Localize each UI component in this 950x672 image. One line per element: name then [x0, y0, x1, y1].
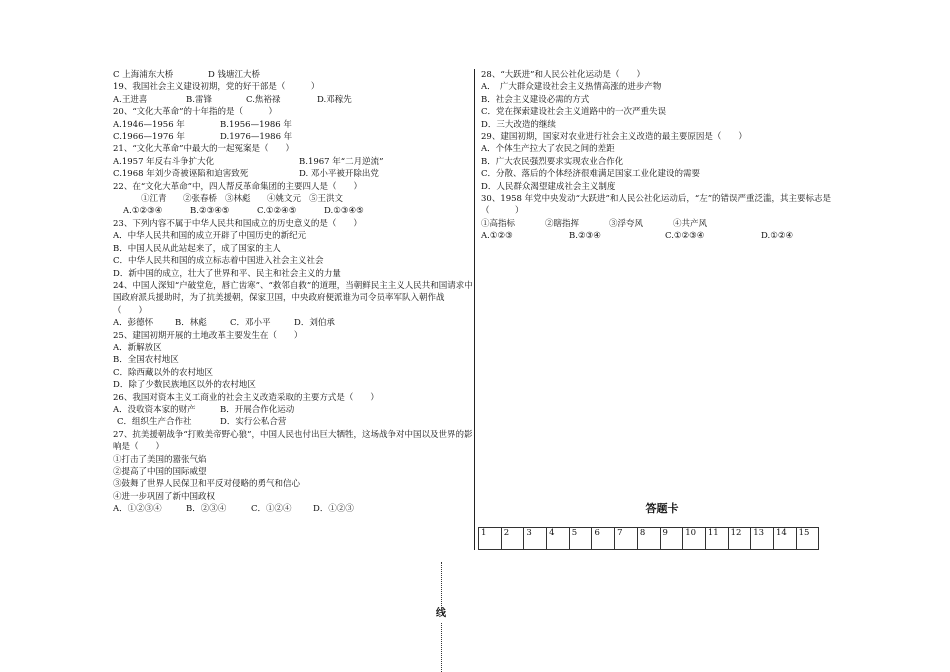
answer-cell-2[interactable]: 2 [501, 528, 524, 550]
q20-options-row1 [113, 119, 473, 131]
q26-stem: 26、我国对资本主义工商业的社会主义改造采取的主要方式是（ ） [113, 392, 379, 403]
q21-options-row1 [113, 156, 473, 168]
q24-options [113, 317, 473, 329]
q25-option-c: C．除西藏以外的农村地区 [113, 367, 214, 378]
q30-options [481, 230, 843, 242]
q30-item-2: ②瞎指挥 [545, 218, 580, 229]
q24-option-b: B．林彪 [175, 318, 207, 329]
q26-option-c: C．组织生产合作社 [117, 417, 192, 428]
q22-items [113, 193, 473, 205]
q22-option-d: D.①③④⑤ [324, 206, 364, 217]
q28-option-d: D．三大改造的继续 [481, 119, 556, 130]
q18-option-d: D 钱塘江大桥 [208, 70, 261, 80]
right-column [481, 69, 843, 243]
q24-stem: 24、中国人深知“户破堂危，唇亡齿寒”、“救邻自救”的道理，当朝鲜民主主义人民共和国请求中国政府派兵援助时，为了抗美援朝，保家卫国，中央政府便派谁为司令员率军队入朝作战（ ） [113, 280, 473, 316]
q26-option-d: D．实行公私合营 [220, 417, 287, 428]
q22-option-c: C.①②④⑤ [257, 206, 297, 217]
q20-option-d: D.1976—1986 年 [220, 132, 293, 143]
answer-cell-12[interactable]: 12 [728, 528, 751, 550]
answer-cell-9[interactable]: 9 [660, 528, 683, 550]
answer-cell-4[interactable]: 4 [547, 528, 570, 550]
q27-option-d: D．①②③ [313, 504, 354, 515]
q27-option-a: A．①②③④ [113, 504, 162, 515]
q30-item-1: ①高指标 [481, 218, 516, 229]
q27-item-4: ④进一步巩固了新中国政权 [113, 491, 216, 502]
q18-option-c: C 上海浦东大桥 [113, 70, 174, 80]
answer-cell-15[interactable]: 15 [796, 528, 819, 550]
q24-option-d: D．刘伯承 [294, 318, 335, 329]
answer-cell-14[interactable]: 14 [773, 528, 796, 550]
q23-option-d: D．新中国的成立，壮大了世界和平、民主和社会主义的力量 [113, 268, 341, 279]
q22-options [113, 205, 473, 217]
q29-stem: 29、建国初期，国家对农业进行社会主义改造的最主要原因是（ ） [481, 132, 747, 143]
q23-option-c: C．中华人民共和国的成立标志着中国进入社会主义社会 [113, 256, 324, 267]
q29-option-b: B．广大农民强烈要求实现农业合作化 [481, 156, 624, 167]
q30-option-d: D.①②④ [761, 231, 794, 242]
q19-option-c: C.焦裕禄 [246, 94, 281, 105]
q21-option-a: A.1957 年反右斗争扩大化 [113, 156, 215, 167]
q29-option-d: D．人民群众渴望建成社会主义制度 [481, 181, 616, 192]
answer-cell-5[interactable]: 5 [569, 528, 592, 550]
answer-cell-11[interactable]: 11 [705, 528, 728, 550]
q20-option-a: A.1946—1956 年 [113, 119, 185, 130]
q30-option-c: C.①②③④ [665, 231, 705, 242]
q22-option-a: A.①②③④ [123, 206, 163, 217]
q22-stem: 22、在“文化大革命”中，四人帮反革命集团的主要四人是（ ） [113, 181, 363, 192]
q30-item-3: ③浮夸风 [609, 218, 644, 229]
q19-option-a: A.王进喜 [113, 94, 148, 105]
q30-option-b: B.②③④ [569, 231, 601, 242]
q28-option-c: C．党在探索建设社会主义道路中的一次严重失误 [481, 107, 667, 118]
q20-option-b: B.1956—1986 年 [220, 119, 292, 130]
answer-card-title: 答题卡 [645, 502, 679, 515]
q25-option-b: B．全国农村地区 [113, 355, 179, 366]
answer-cell-3[interactable]: 3 [524, 528, 547, 550]
answer-cell-7[interactable]: 7 [615, 528, 638, 550]
q30-items [481, 218, 843, 230]
q22-item-4: ④姚文元 [267, 194, 302, 205]
q27-item-2: ②提高了中国的国际威望 [113, 467, 207, 477]
q28-stem: 28、“大跃进”和人民公社化运动是（ ） [481, 70, 646, 80]
q23-option-a: A．中华人民共和国的成立开辟了中国历史的新纪元 [113, 231, 307, 242]
q29-option-a: A．个体生产拉大了农民之间的差距 [481, 144, 615, 155]
q26-option-a: A．没收资本家的财产 [113, 404, 196, 415]
q28-option-a: A． 广大群众建设社会主义热情高涨的进步产物 [481, 82, 662, 93]
q21-option-b: B.1967 年“二月逆流” [299, 156, 384, 167]
answer-cell-13[interactable]: 13 [751, 528, 774, 550]
q22-item-3: ③林彪 [225, 194, 251, 205]
q19-options [113, 94, 473, 106]
q27-options [113, 503, 473, 515]
q27-item-1: ①打击了美国的嚣张气焰 [113, 454, 207, 465]
left-column [113, 69, 473, 516]
q19-option-b: B.雷锋 [186, 94, 212, 105]
q21-option-c: C.1968 年刘少奇被诬陷和迫害致死 [113, 169, 249, 180]
q22-item-5: ⑤王洪文 [309, 194, 344, 205]
q22-item-2: ②张春桥 [183, 194, 218, 205]
answer-card-table [478, 527, 819, 550]
column-divider [474, 69, 475, 550]
q30-item-4: ④共产风 [673, 218, 708, 229]
q27-option-c: C．①②④ [251, 504, 292, 515]
q23-stem: 23、下列内容不属于中华人民共和国成立的历史意义的是（ ） [113, 218, 362, 229]
q26-option-b: B．开展合作化运动 [220, 404, 295, 415]
q25-option-a: A．新解放区 [113, 342, 162, 353]
q26-options-row1 [113, 404, 473, 416]
q30-option-a: A.①②③ [481, 231, 513, 242]
q24-option-a: A．彭德怀 [113, 318, 154, 329]
q18-options [113, 69, 473, 81]
q21-option-d: D. 邓小平被开除出党 [299, 169, 379, 180]
q25-stem: 25、建国初期开展的土地改革主要发生在（ ） [113, 330, 303, 341]
q28-option-b: B．社会主义建设必需的方式 [481, 94, 590, 105]
q20-stem: 20、“文化大革命”的十年指的是（ ） [113, 107, 278, 118]
q21-stem: 21、“文化大革命”中最大的一起冤案是（ ） [113, 144, 295, 155]
q25-option-d: D．除了少数民族地区以外的农村地区 [113, 380, 256, 391]
binding-line-mark: 线 [434, 606, 448, 622]
q27-item-3: ③鼓舞了世界人民保卫和平反对侵略的勇气和信心 [113, 479, 301, 490]
q22-item-1: ①江青 [141, 194, 167, 205]
q22-option-b: B.②③④⑤ [190, 206, 230, 217]
answer-cell-6[interactable]: 6 [592, 528, 615, 550]
q26-options-row2 [113, 416, 473, 428]
q27-stem: 27、抗美援朝战争“打败美帝野心狼”，中国人民也付出巨大牺牲，这场战争对中国以及世界的影响是（ ） [113, 429, 473, 453]
q24-option-c: C．邓小平 [230, 318, 271, 329]
q27-option-b: B．②③④ [186, 504, 227, 515]
answer-cell-8[interactable]: 8 [637, 528, 660, 550]
q30-stem: 30、1958 年党中央发动“大跃进”和人民公社化运动后，“左”的错误严重泛滥，其主要标志是（ ） [481, 194, 832, 217]
q20-options-row2 [113, 131, 473, 143]
answer-card-row [479, 528, 819, 550]
q29-option-c: C．分散、落后的个体经济很难满足国家工业化建设的需要 [481, 169, 701, 180]
q19-stem: 19、我国社会主义建设初期，党的好干部是（ ） [113, 82, 320, 93]
answer-cell-1[interactable]: 1 [479, 528, 502, 550]
q19-option-d: D.邓稼先 [317, 94, 352, 105]
answer-cell-10[interactable]: 10 [683, 528, 706, 550]
q20-option-c: C.1966—1976 年 [113, 132, 185, 143]
q21-options-row2 [113, 168, 473, 180]
q23-option-b: B．中国人民从此站起来了，成了国家的主人 [113, 243, 281, 254]
